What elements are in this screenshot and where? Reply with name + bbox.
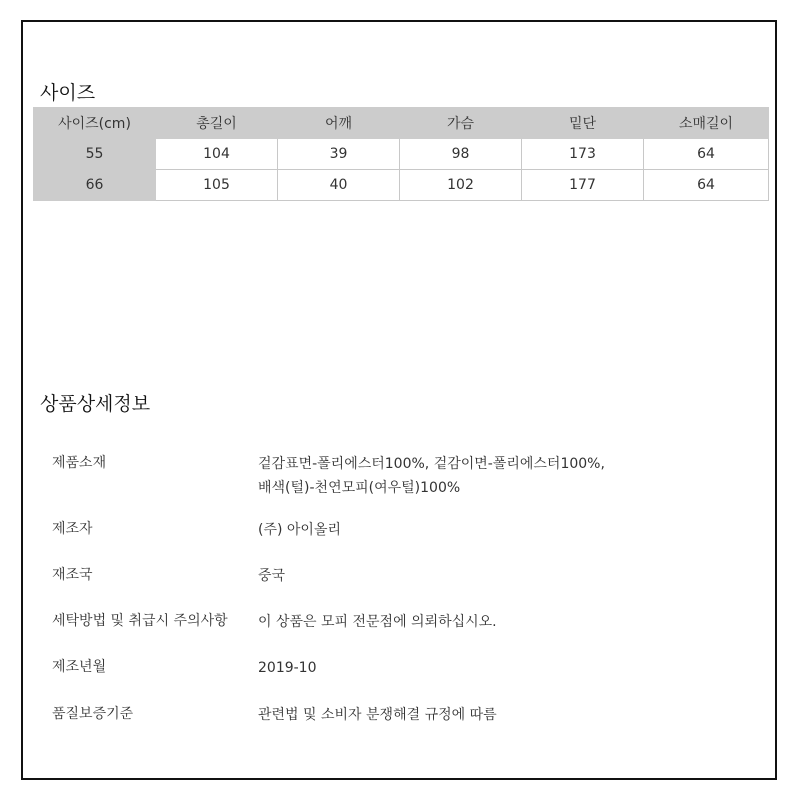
detail-value	[258, 518, 758, 542]
detail-value-line: 겉감표면-폴리에스터100%, 겉감이면-폴리에스터100%,	[258, 456, 605, 472]
row-size-label: 55	[34, 139, 156, 170]
detail-label: 세탁방법 및 취급시 주의사항	[52, 613, 228, 629]
table-cell: 173	[522, 139, 644, 170]
detail-label: 제조자	[52, 521, 93, 537]
table-row	[34, 170, 769, 201]
table-cell: 39	[278, 139, 400, 170]
detail-value	[258, 564, 758, 588]
detail-label: 제조년월	[52, 659, 107, 675]
size-table	[33, 107, 769, 201]
header-hem: 밑단	[522, 108, 644, 139]
detail-label: 제품소재	[52, 455, 107, 471]
detail-value	[258, 610, 758, 634]
detail-value	[258, 703, 758, 727]
size-section-title: 사이즈	[40, 82, 96, 104]
header-sleeve-length: 소매길이	[644, 108, 769, 139]
detail-value-line: 배색(털)-천연모피(여우털)100%	[258, 480, 461, 496]
header-shoulder: 어깨	[278, 108, 400, 139]
detail-section-title: 상품상세정보	[40, 393, 151, 415]
detail-value-line: (주) 아이올리	[258, 522, 341, 538]
detail-label: 재조국	[52, 567, 93, 583]
table-cell: 104	[156, 139, 278, 170]
header-chest: 가슴	[400, 108, 522, 139]
detail-value-line: 이 상품은 모피 전문점에 의뢰하십시오.	[258, 614, 497, 630]
header-size: 사이즈(cm)	[34, 108, 156, 139]
detail-value	[258, 452, 758, 500]
table-cell: 177	[522, 170, 644, 201]
row-size-label: 66	[34, 170, 156, 201]
table-cell: 102	[400, 170, 522, 201]
header-total-length: 총길이	[156, 108, 278, 139]
table-cell: 64	[644, 170, 769, 201]
table-row	[34, 139, 769, 170]
detail-value-line: 관련법 및 소비자 분쟁해결 규정에 따름	[258, 707, 497, 723]
table-cell: 40	[278, 170, 400, 201]
detail-value	[258, 656, 758, 680]
detail-value-line: 2019-10	[258, 660, 317, 676]
table-cell: 105	[156, 170, 278, 201]
detail-label: 품질보증기준	[52, 706, 134, 722]
table-cell: 98	[400, 139, 522, 170]
detail-value-line: 중국	[258, 568, 286, 584]
table-cell: 64	[644, 139, 769, 170]
size-table-header-row	[34, 108, 769, 139]
